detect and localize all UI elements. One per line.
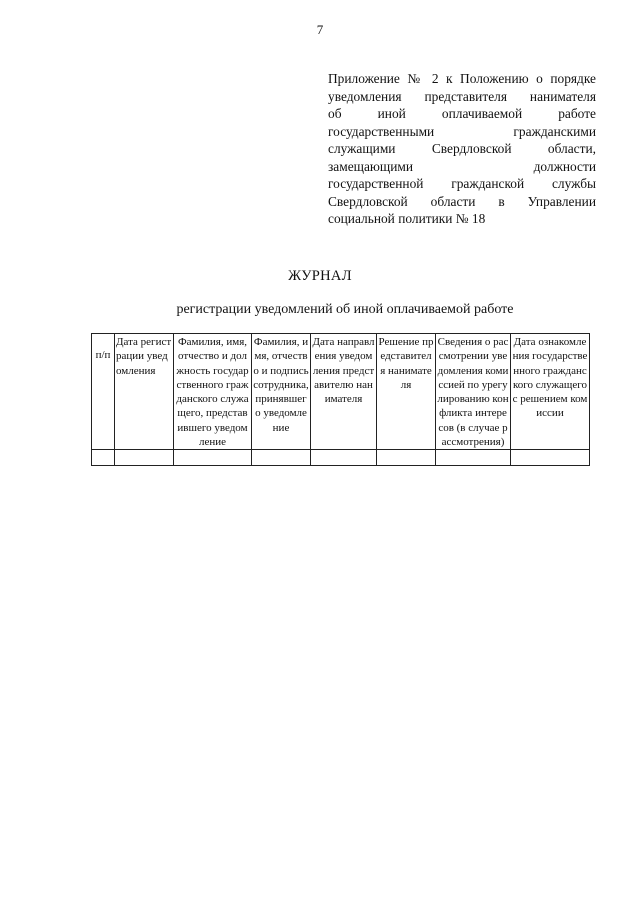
annex-line: служащими Свердловской области, [328,141,596,156]
journal-title: ЖУРНАЛ [288,268,352,284]
annex-reference [328,70,596,228]
annex-line: замещающими должности [328,158,596,174]
table-header-row [92,334,590,450]
column-header-registration-date: Дата регистрации уведомления [115,334,174,450]
column-header-commission-info: Сведения о рассмотрении уведомления комиссией по урегулированию конфликта интересов (в случае рассмотрения) [436,334,511,450]
table-cell [252,450,311,466]
annex-line: Приложение № 2 к Положению о порядке [328,71,596,86]
table-cell [311,450,377,466]
annex-line: об иной оплачиваемой работе [328,106,596,121]
column-header-acknowledgement-date: Дата ознакомления государственного гражданского служащего с решением комиссии [511,334,590,450]
table-cell [511,450,590,466]
annex-line: социальной политики № 18 [328,211,486,226]
column-header-receiver: Фамилия, имя, отчество и подпись сотрудника, принявшего уведомление [252,334,311,450]
page-number: 7 [316,22,324,37]
table-cell [377,450,436,466]
column-header-sent-date: Дата направления уведомления представителю нанимателя [311,334,377,450]
annex-line: Свердловской области в Управлении [328,193,596,209]
annex-line: уведомления представителя нанимателя [328,88,596,104]
table-cell [92,450,115,466]
annex-line: государственными гражданскими [328,123,596,139]
table-cell [174,450,252,466]
column-header-decision: Решение представителя нанимателя [377,334,436,450]
annex-line: государственной гражданской службы [328,176,596,191]
table-row [92,450,590,466]
table-cell [436,450,511,466]
journal-table [91,333,590,466]
journal-subtitle: регистрации уведомлений об иной оплачиваемой работе [176,302,514,317]
column-header-number: п/п [92,334,115,450]
table-cell [115,450,174,466]
column-header-employee: Фамилия, имя, отчество и должность государственного гражданского служащего, представившего уведомление [174,334,252,450]
